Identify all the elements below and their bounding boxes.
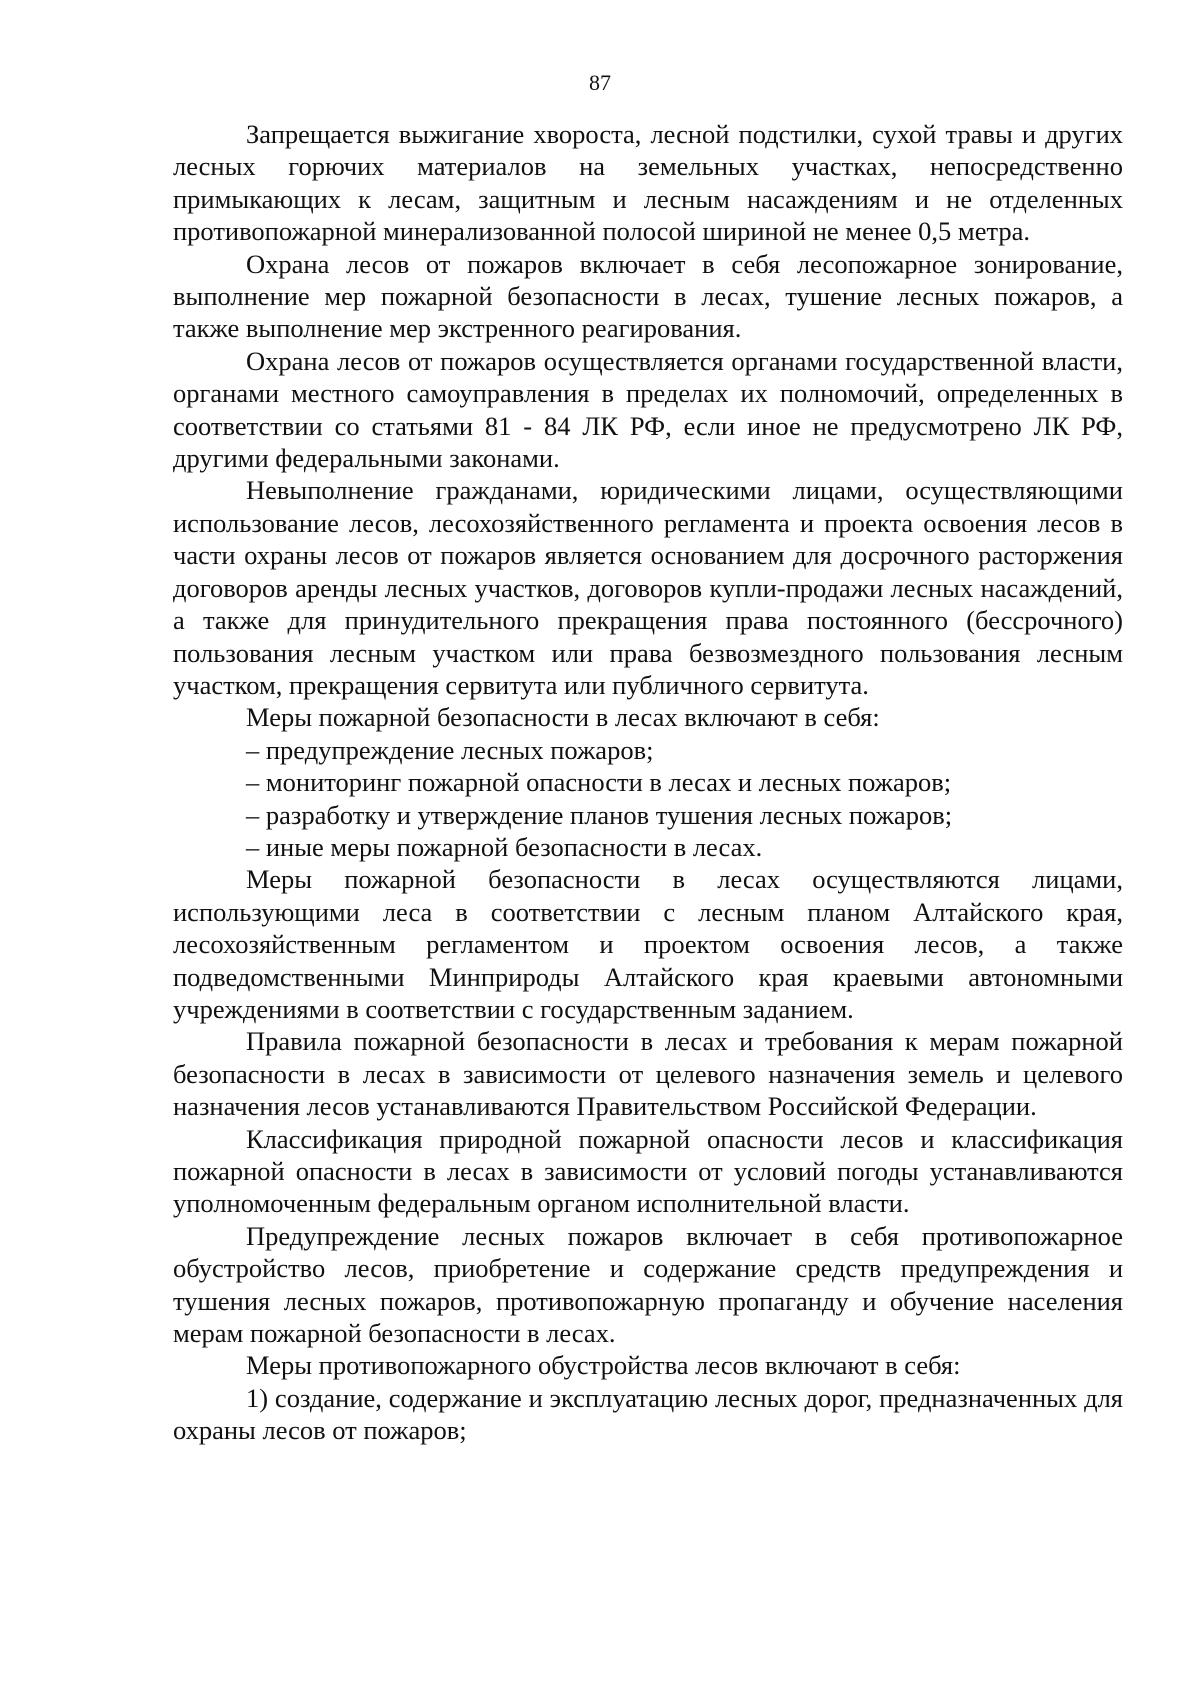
paragraph-safety-measures-executors: Меры пожарной безопасности в лесах осуществляются лицами, использующими леса в соответствии с лесным планом Алтайского края, лесохозяйственным регламентом и проектом освоения лесов, а также подведомственными Минприроды Алтайского края краевыми автономными учреждениями в соответствии с государственным заданием. <box>173 864 1123 1024</box>
paragraph-fire-protection-authorities: Охрана лесов от пожаров осуществляется органами государственной власти, органами местного самоуправления в пределах их полномочий, определенных в соответствии со статьями 81 - 84 ЛК РФ, если иное не предусмотрено ЛК РФ, другими федеральными законами. <box>173 345 1123 474</box>
paragraph-fire-prevention: Предупреждение лесных пожаров включает в себя противопожарное обустройство лесов, приобретение и содержание средств предупреждения и тушения лесных пожаров, противопожарную пропаганду и обучение населения мерам пожарной безопасности в лесах. <box>173 1220 1123 1349</box>
paragraph-arrangement-measures-intro: Меры противопожарного обустройства лесов включают в себя: <box>246 1350 961 1381</box>
list-item: – иные меры пожарной безопасности в лесах. <box>246 831 763 862</box>
list-item: – разработку и утверждение планов тушения лесных пожаров; <box>246 799 953 830</box>
paragraph-hazard-classification: Классификация природной пожарной опасности лесов и классификация пожарной опасности в лесах в зависимости от условий погоды устанавливаются уполномоченным федеральным органом исполнительной власти. <box>173 1123 1123 1219</box>
paragraph-safety-rules: Правила пожарной безопасности в лесах и требования к мерам пожарной безопасности в лесах в зависимости от целевого назначения земель и целевого назначения лесов устанавливаются Правительством Российской Федерации. <box>173 1026 1123 1122</box>
paragraph-forest-roads: 1) создание, содержание и эксплуатацию лесных дорог, предназначенных для охраны лесов от пожаров; <box>173 1382 1123 1446</box>
paragraph-non-compliance: Невыполнение гражданами, юридическими лицами, осуществляющими использование лесов, лесохозяйственного регламента и проекта освоения лесов в части охраны лесов от пожаров является основанием для досрочного расторжения договоров аренды лесных участков, договоров купли-продажи лесных насаждений, а также для принудительного прекращения права постоянного (бессрочного) пользования лесным участком или права безвозмездного пользования лесным участком, прекращения сервитута или публичного сервитута. <box>173 475 1123 700</box>
document-body <box>173 118 1123 1447</box>
paragraph-burning-prohibition: Запрещается выжигание хвороста, лесной подстилки, сухой травы и других лесных горючих материалов на земельных участках, непосредственно примыкающих к лесам, защитным и лесным насаждениям и не отделенных противопожарной минерализованной полосой шириной не менее 0,5 метра. <box>173 119 1123 247</box>
paragraph-fire-protection-scope: Охрана лесов от пожаров включает в себя лесопожарное зонирование, выполнение мер пожарной безопасности в лесах, тушение лесных пожаров, а также выполнение мер экстренного реагирования. <box>173 248 1123 344</box>
list-item: – предупреждение лесных пожаров; <box>246 734 654 765</box>
list-item: – мониторинг пожарной опасности в лесах и лесных пожаров; <box>246 767 952 798</box>
page-number: 87 <box>589 70 611 95</box>
paragraph-safety-measures-intro: Меры пожарной безопасности в лесах включают в себя: <box>246 702 880 733</box>
